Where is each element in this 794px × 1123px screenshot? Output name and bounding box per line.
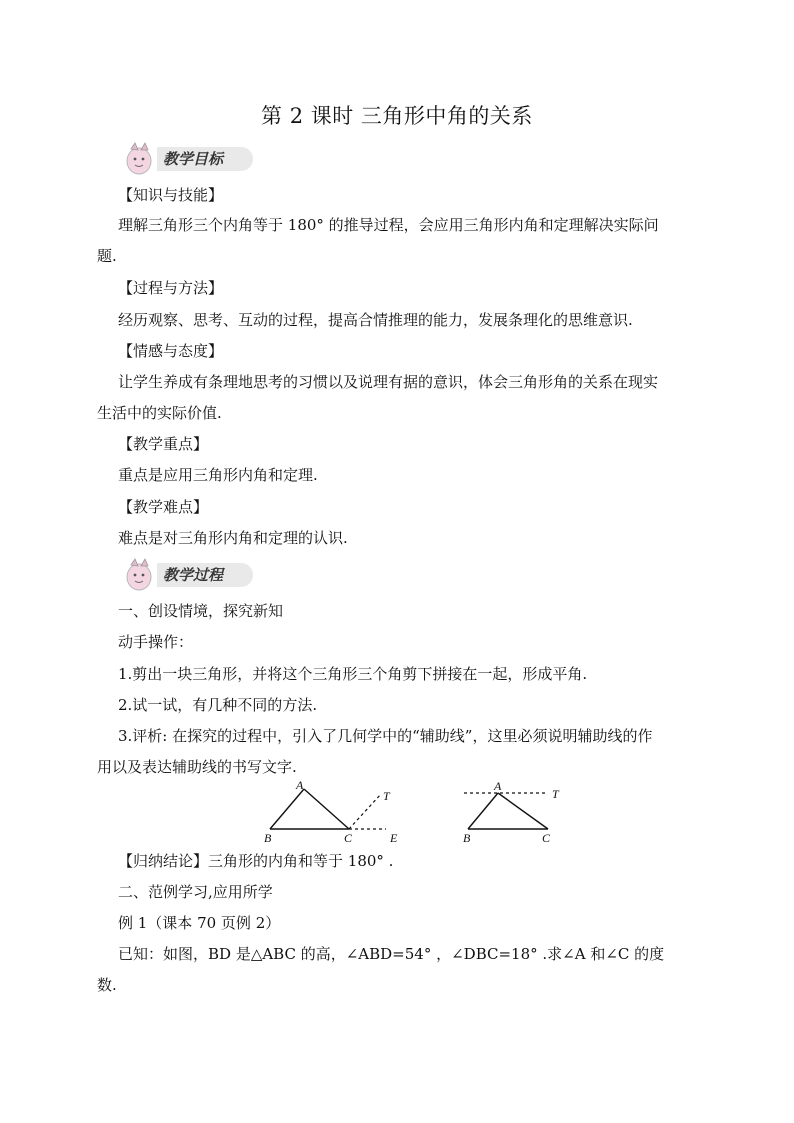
conclusion-text: 【归纳结论】三角形的内角和等于 180° .: [118, 852, 394, 870]
label-t: T: [383, 789, 390, 803]
process-badge: [121, 557, 251, 593]
step2-text: 2.试一试，有几种不同的方法.: [118, 696, 318, 714]
label-b: B: [463, 831, 471, 845]
process-text: 经历观察、思考、互动的过程，提高合情推理的能力，发展条理化的思维意识.: [118, 311, 633, 329]
knowledge-text-line2: 题.: [97, 247, 117, 265]
emotion-heading: 【情感与态度】: [118, 342, 224, 360]
process-badge-label: 教学过程: [157, 563, 253, 587]
emotion-text-line1: 让学生养成有条理地思考的习惯以及说理有据的意识，体会三角形角的关系在现实: [118, 373, 659, 391]
triangle-figure-right: [456, 776, 576, 846]
step3-text-line2: 用以及表达辅助线的书写文字.: [97, 758, 297, 776]
step1-text: 1.剪出一块三角形，并将这个三角形三个角剪下拼接在一起，形成平角.: [118, 665, 588, 683]
triangle-figure-left: [258, 776, 408, 846]
example-text-line2: 数.: [97, 976, 117, 994]
objectives-badge-label: 教学目标: [157, 147, 253, 171]
label-c: C: [542, 831, 551, 845]
difficulty-heading: 【教学难点】: [118, 498, 209, 516]
pencil-mascot-icon: [121, 141, 157, 177]
page-title: 第 2 课时 三角形中角的关系: [261, 104, 533, 128]
step3-text-line1: 3.评析: 在探究的过程中，引入了几何学中的“辅助线”，这里必须说明辅助线的作: [118, 727, 653, 745]
label-t: T: [552, 787, 559, 801]
emotion-text-line2: 生活中的实际价值.: [97, 404, 222, 422]
label-c: C: [344, 831, 353, 845]
example-title: 例 1（课本 70 页例 2）: [118, 914, 281, 932]
label-e: E: [390, 831, 398, 845]
knowledge-text-line1: 理解三角形三个内角等于 180° 的推导过程，会应用三角形内角和定理解决实际问: [118, 216, 659, 234]
part1-title: 一、创设情境，探究新知: [118, 602, 284, 620]
process-heading: 【过程与方法】: [118, 279, 224, 297]
knowledge-heading: 【知识与技能】: [118, 186, 224, 204]
objectives-badge: [121, 141, 251, 177]
label-a: A: [494, 779, 502, 793]
difficulty-text: 难点是对三角形内角和定理的认识.: [118, 529, 348, 547]
label-a: A: [296, 778, 304, 792]
pencil-mascot-icon: [121, 557, 157, 593]
label-b: B: [264, 831, 272, 845]
example-text-line1: 已知：如图，BD 是△ABC 的高，∠ABD=54° ，∠DBC=18° .求∠A 和∠C 的度: [118, 945, 665, 963]
key-point-heading: 【教学重点】: [118, 435, 209, 453]
hands-on-label: 动手操作：: [118, 633, 194, 651]
key-point-text: 重点是应用三角形内角和定理.: [118, 466, 318, 484]
part2-title: 二、范例学习,应用所学: [118, 883, 273, 901]
